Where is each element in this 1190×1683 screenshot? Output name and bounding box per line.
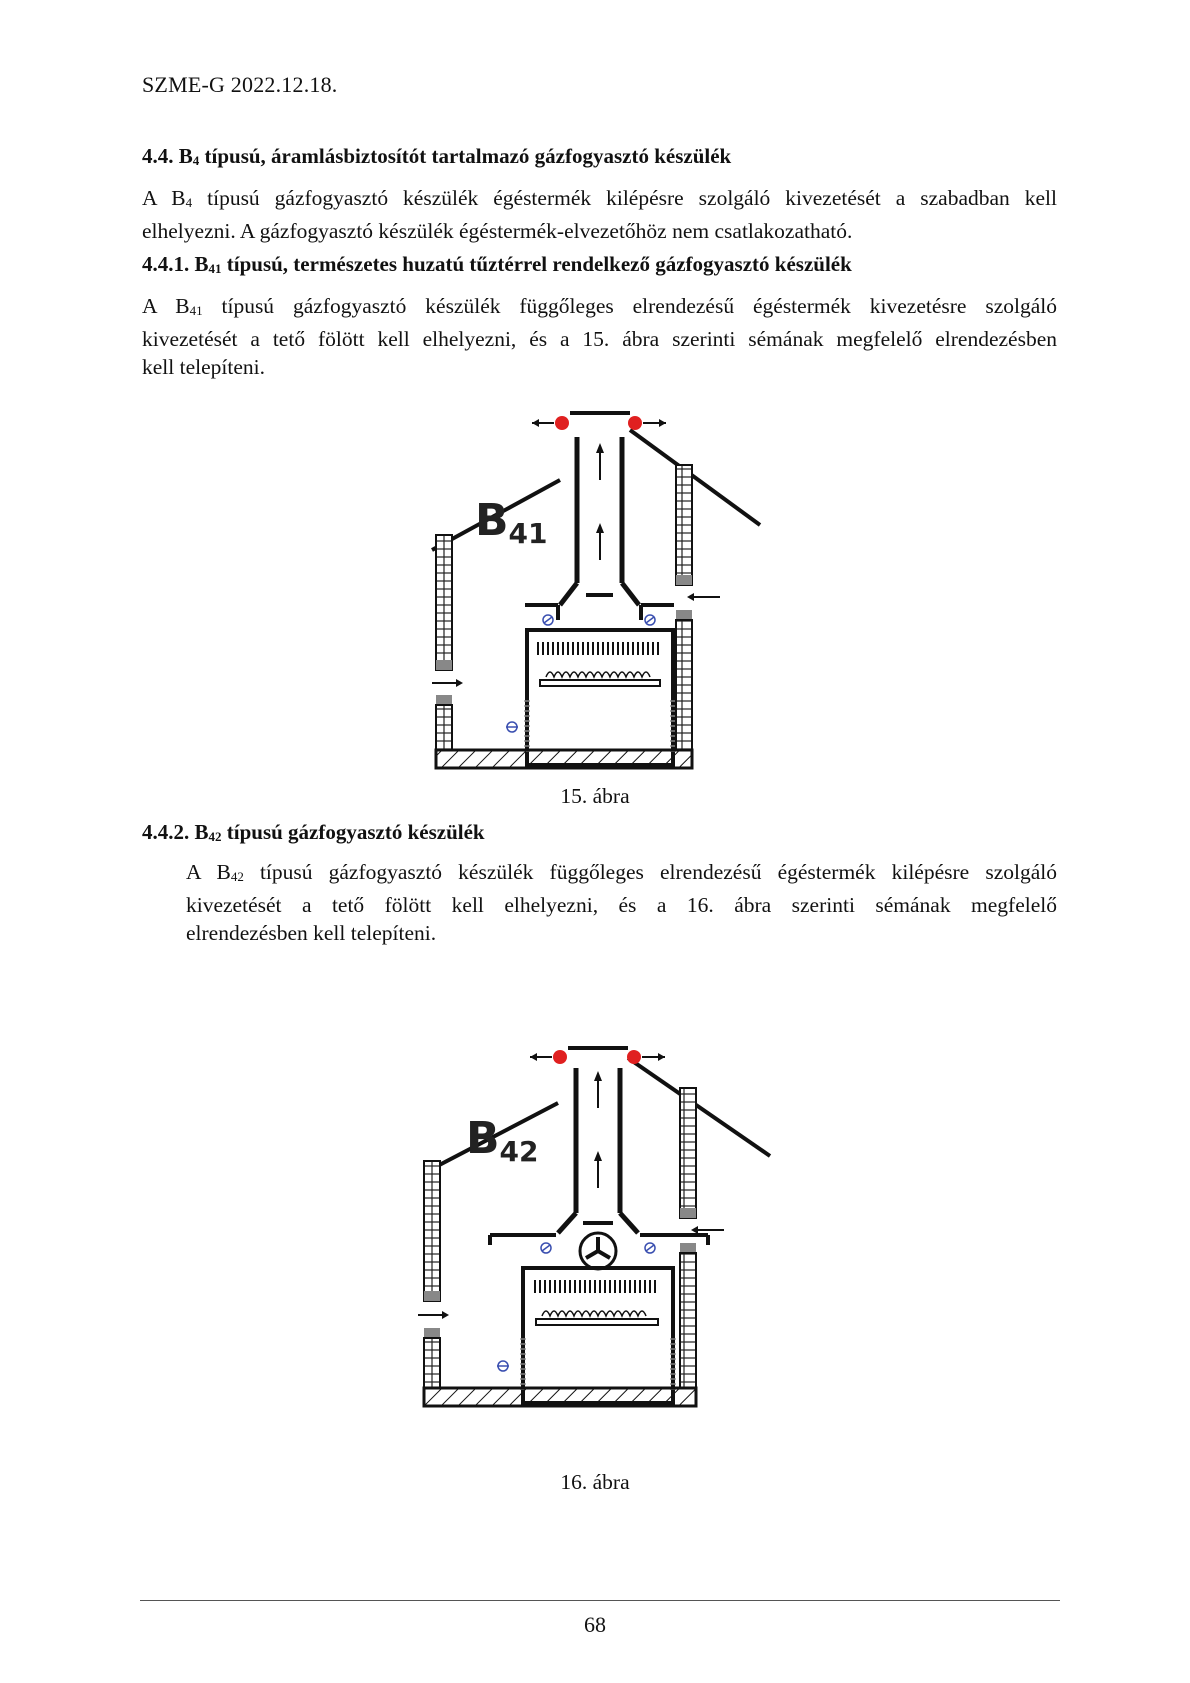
floor-slab bbox=[436, 750, 692, 768]
right-wall-upper bbox=[680, 1088, 696, 1218]
roof-right-line bbox=[630, 430, 760, 525]
paragraph-4-4-2: A $B_{42}$ típusú gázfogyasztó készülék függőleges elrendezésű égéstermék kilépésre szolgáló kivezetését a tető fölött kell elhelyezni, és a 16. ábra szerinti sémának megfelelő elrendezésben kell telepíteni. bbox=[186, 860, 1057, 945]
heading-4-4-2: 4.4.2. $B_{42}$ típusú gázfogyasztó készülék bbox=[142, 820, 485, 844]
exhaust-dot-left bbox=[553, 1050, 567, 1064]
roof-right-line bbox=[628, 1058, 770, 1156]
paragraph-4-4-1: A $B_{41}$ típusú gázfogyasztó készülék függőleges elrendezésű égéstermék kivezetésre szolgáló kivezetését a tető fölött kell elhelyezni, és a 15. ábra szerinti sémának megfelelő elrendezésben kell telepíteni. bbox=[142, 294, 1058, 379]
right-wall-upper bbox=[676, 465, 692, 585]
figure-label-b41: B41 bbox=[475, 495, 548, 550]
figure-16-caption: 16. ábra bbox=[560, 1470, 630, 1494]
left-wall-lower bbox=[424, 1338, 440, 1388]
burner-bar bbox=[540, 680, 660, 686]
right-wall-lower bbox=[680, 1253, 696, 1388]
figure-15-b41-diagram bbox=[430, 405, 770, 825]
exhaust-dot-right bbox=[627, 1050, 641, 1064]
paragraph-4-4: A $B_4$ típusú gázfogyasztó készülék égéstermék kilépésre szolgáló kivezetését a szabadban kell elhelyezni. A gázfogyasztó készülék égéstermék-elvezetőhöz nem csatlakozatható. bbox=[142, 186, 1057, 243]
figure-15-caption: 15. ábra bbox=[560, 784, 630, 808]
page-number: 68 bbox=[584, 1612, 606, 1637]
figure-16-b42-diagram bbox=[418, 1038, 778, 1458]
left-wall-upper bbox=[436, 535, 452, 670]
floor-slab bbox=[424, 1388, 696, 1406]
document-id-header: SZME-G 2022.12.18. bbox=[142, 72, 338, 97]
left-wall-upper bbox=[424, 1161, 440, 1301]
heading-4-4-1: 4.4.1. $B_{41}$ típusú, természetes huzatú tűztérrel rendelkező gázfogyasztó készülék bbox=[142, 252, 852, 276]
figure-label-b42: B42 bbox=[466, 1113, 539, 1168]
footer-divider bbox=[140, 1600, 1060, 1601]
exhaust-dot-left bbox=[555, 416, 569, 430]
left-wall-lower bbox=[436, 705, 452, 750]
burner-flames bbox=[542, 1311, 646, 1316]
burner-flames bbox=[546, 672, 650, 677]
exhaust-dot-right bbox=[628, 416, 642, 430]
heading-4-4: 4.4. $B_4$ típusú, áramlásbiztosítót tartalmazó gázfogyasztó készülék bbox=[142, 144, 732, 168]
right-wall-lower bbox=[676, 620, 692, 750]
burner-bar bbox=[536, 1319, 658, 1325]
